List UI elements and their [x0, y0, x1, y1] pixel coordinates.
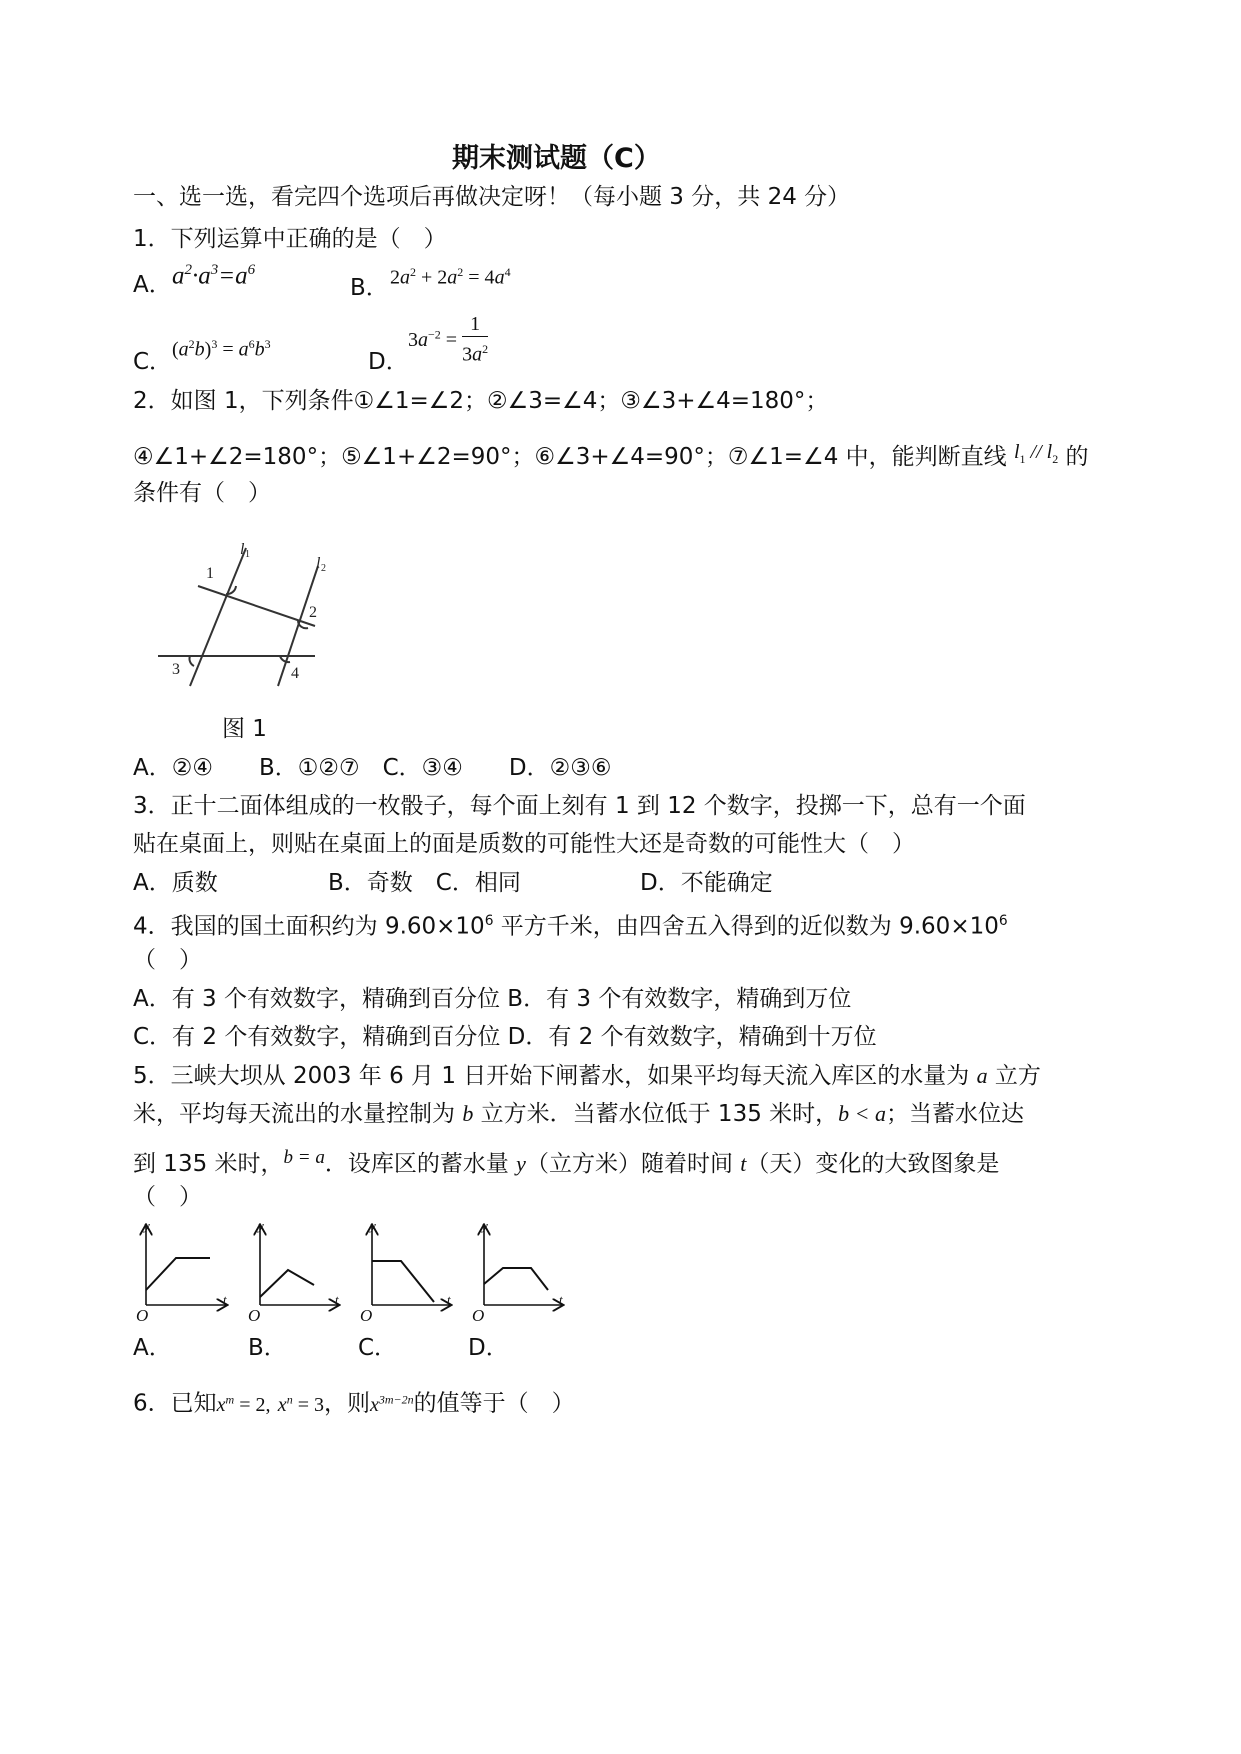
angle-label-3: 3 — [172, 661, 180, 678]
q2-conditions: ④∠1+∠2=180°；⑤∠1+∠2=90°；⑥∠3+∠4=90°；⑦∠1=∠4 中，能判断直线 — [133, 444, 1007, 470]
angle-label-1: 1 — [206, 565, 214, 582]
q5-graphs — [128, 1218, 588, 1330]
question-2-options: A．②④ B．①②⑦ C．③④ D．②③⑥ — [133, 755, 612, 781]
question-2-line2 — [133, 437, 1089, 474]
graph-a-origin: O — [136, 1306, 149, 1325]
graph-c-t-label: t — [447, 1292, 451, 1307]
graph-label-c: C． — [358, 1335, 398, 1361]
question-3-option-bc: B．奇数 C．相同 — [328, 870, 521, 896]
graph-d — [484, 1226, 562, 1305]
question-3-line2: 贴在桌面上，则贴在桌面上的面是质数的可能性大还是奇数的可能性大（ ） — [133, 831, 915, 857]
question-4-options-ab: A．有 3 个有效数字，精确到百分位 B．有 3 个有效数字，精确到万位 — [133, 986, 852, 1012]
angle-3-arc — [189, 656, 194, 666]
graph-b-t-label: t — [335, 1292, 339, 1307]
graph-a-y-label: y — [144, 1218, 150, 1233]
angle-label-2: 2 — [309, 604, 317, 621]
q5-text-3d: （天）变化的大致图象是 — [746, 1151, 1000, 1177]
q1-option-b-expression: $2a^2 + 2a^2 = 4a^4$ — [390, 265, 511, 289]
graph-d-t-label: t — [559, 1292, 563, 1307]
frac-numerator: 1 — [462, 312, 488, 337]
graph-d-y-label: y — [482, 1218, 488, 1233]
line-label-l1-sub: 1 — [245, 549, 250, 560]
q6-text-b: ，则 — [323, 1390, 370, 1417]
question-3-line1: 3．正十二面体组成的一枚骰子，每个面上刻有 1 到 12 个数字，投掷一下，总有一个面 — [133, 793, 1026, 819]
graph-d-origin: O — [472, 1306, 485, 1325]
question-4-line2: （ ） — [133, 947, 202, 973]
graph-label-d: D． — [468, 1335, 509, 1361]
q4-exponent-2: 6 — [998, 913, 1008, 929]
line-label-l2: l — [316, 555, 321, 572]
q2-line2-end: 的 — [1065, 444, 1089, 470]
q5-text-3b: ．设库区的蓄水量 — [324, 1151, 517, 1177]
question-5-line1 — [133, 1061, 1041, 1091]
graph-b-origin: O — [248, 1306, 261, 1325]
question-5-line2 — [133, 1099, 1024, 1129]
graph-c — [372, 1226, 450, 1305]
question-1-stem: 1．下列运算中正确的是（ ） — [133, 226, 447, 252]
question-2-line3: 条件有（ ） — [133, 480, 271, 506]
line-label-l2-sub: 2 — [321, 563, 326, 574]
question-5-line3 — [133, 1143, 999, 1179]
q1-option-d-label: D． — [368, 349, 409, 375]
q4-exponent-1: 6 — [484, 913, 494, 929]
q4-text-b: 平方千米，由四舍五入得到的近似数为 9.60×10 — [493, 913, 999, 940]
graph-a — [146, 1226, 226, 1305]
q4-text-a: 4．我国的国土面积约为 9.60×10 — [133, 913, 485, 940]
page-title: 期末测试题（C） — [452, 143, 661, 174]
graph-c-origin: O — [360, 1306, 373, 1325]
figure-1-diagram — [150, 538, 340, 690]
question-2-line1: 2．如图 1，下列条件①∠1=∠2；②∠3=∠4；③∠3+∠4=180°； — [133, 388, 829, 414]
q5-inequality: b < a — [838, 1101, 887, 1126]
q6-cond-2: $x^n = 3$ — [277, 1392, 324, 1416]
q1-option-c-label: C． — [133, 349, 173, 375]
q5-equality: b = a — [283, 1147, 325, 1168]
question-4-options-cd: C．有 2 个有效数字，精确到百分位 D．有 2 个有效数字，精确到十万位 — [133, 1024, 877, 1050]
q5-var-a: a — [976, 1063, 988, 1088]
q5-text-1a: 5．三峡大坝从 2003 年 6 月 1 日开始下闸蓄水，如果平均每天流入库区的水量为 — [133, 1063, 977, 1089]
graph-label-b: B． — [248, 1335, 287, 1361]
graph-label-a: A． — [133, 1335, 172, 1361]
q1-option-a-expression: $a^2\cdot a^3=a^6$ — [172, 262, 256, 290]
q5-text-2c: ；当蓄水位达 — [886, 1101, 1025, 1127]
line-label-l1: l — [240, 541, 245, 558]
question-5-line4: （ ） — [133, 1184, 202, 1210]
q5-text-1b: 立方 — [987, 1063, 1041, 1089]
angle-label-4: 4 — [291, 665, 299, 682]
q5-text-2a: 米，平均每天流出的水量控制为 — [133, 1101, 463, 1127]
q1-option-c-expression: $(a^2b)^3 = a^6b^3$ — [172, 337, 271, 361]
graph-b-y-label: y — [258, 1218, 264, 1233]
q6-text-a: 6．已知 — [133, 1390, 217, 1417]
q6-target-expression: $x^{3m-2n}$ — [369, 1392, 414, 1416]
question-3-option-a: A．质数 — [133, 870, 218, 896]
transversal-line — [198, 586, 315, 626]
graph-a-t-label: t — [223, 1292, 227, 1307]
question-4-line1 — [133, 906, 1008, 942]
section-heading: 一、选一选，看完四个选项后再做决定呀！（每小题 3 分，共 24 分） — [133, 184, 851, 210]
q1-option-d-expression: $3a^{-2}$ = $\frac{1}{3a^2}$ — [408, 313, 489, 366]
q1-option-a-label: A． — [133, 272, 172, 298]
graph-b — [260, 1226, 338, 1305]
q5-var-y: y — [516, 1151, 526, 1176]
q1-option-b-label: B． — [350, 275, 389, 301]
q6-text-c: 的值等于（ ） — [413, 1390, 575, 1417]
question-3-option-d: D．不能确定 — [640, 870, 773, 896]
parallel-lines-notation: $l_1 // l_2$ — [1013, 441, 1059, 466]
question-6-stem — [133, 1384, 575, 1420]
q5-text-3c: （立方米）随着时间 — [525, 1151, 741, 1177]
q5-text-3a: 到 135 米时， — [133, 1151, 284, 1177]
q5-text-2b: 立方米．当蓄水位低于 135 米时， — [473, 1101, 839, 1127]
q6-cond-1: $x^m = 2$, — [216, 1392, 271, 1416]
q5-var-t: t — [740, 1151, 747, 1176]
figure-1-caption: 图 1 — [222, 716, 267, 742]
graph-c-y-label: y — [370, 1218, 376, 1233]
q5-var-b: b — [462, 1101, 474, 1126]
line-l1 — [190, 548, 246, 686]
